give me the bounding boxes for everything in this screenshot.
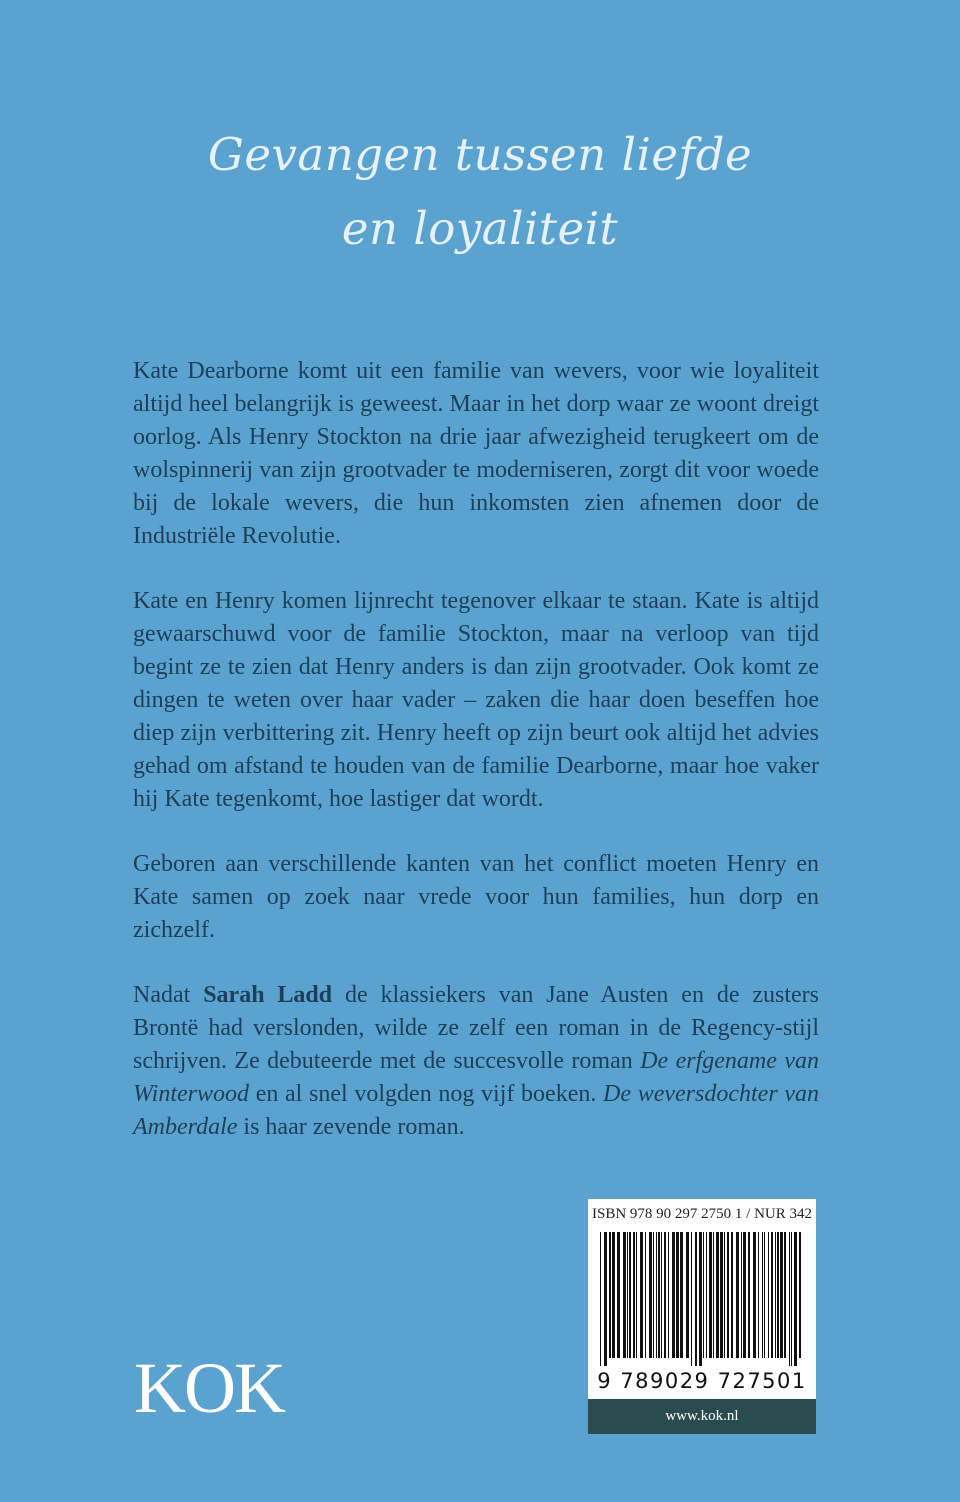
publisher-logo: KOK <box>134 1348 284 1428</box>
book-title-2: De weversdochter van Amberdale <box>133 1081 819 1140</box>
website-url: www.kok.nl <box>665 1408 739 1424</box>
barcode-digits: 9 789029 727501 <box>597 1369 807 1393</box>
bio-part-1: de klassiekers van Jane Austen en de zusters Brontë had verslonden, wilde ze zelf een roman in de Regency-stijl schrijven. Ze debuteerde met de succesvolle roman <box>133 982 819 1074</box>
author-name: Sarah Ladd <box>203 982 333 1008</box>
barcode-panel <box>588 1199 816 1434</box>
barcode-image <box>600 1232 804 1366</box>
website-bar <box>588 1399 816 1434</box>
tagline-line-1: Gevangen tussen liefde <box>207 128 753 181</box>
tagline-line-2: en loyaliteit <box>341 202 619 255</box>
bio-part-3: is haar zevende roman. <box>237 1114 465 1140</box>
isbn-line: ISBN 978 90 297 2750 1 / NUR 342 <box>591 1206 812 1222</box>
bio-prefix: Nadat <box>133 982 204 1008</box>
book-title-1: De erfgename van Winterwood <box>133 1048 819 1107</box>
back-cover-blurb <box>133 355 819 1176</box>
author-bio <box>133 979 819 1144</box>
blurb-paragraph-1: Kate Dearborne komt uit een familie van wevers, voor wie loyaliteit altijd heel belangrijk is geweest. Maar in het dorp waar ze woont dreigt oorlog. Als Henry Stockton na drie jaar afwezigheid terugkeert om de wolspinnerij van zijn grootvader te moderniseren, zorgt dit voor woede bij de lokale wevers, die hun inkomsten zien afnemen door de Industriële Revolutie. <box>133 358 819 549</box>
bio-part-2: en al snel volgden nog vijf boeken. <box>249 1081 604 1107</box>
blurb-paragraph-3: Geboren aan verschillende kanten van het conflict moeten Henry en Kate samen op zoek naar vrede voor hun families, hun dorp en zichzelf. <box>133 851 819 943</box>
blurb-paragraph-2: Kate en Henry komen lijnrecht tegenover elkaar te staan. Kate is altijd gewaarschuwd voor de familie Stockton, maar na verloop van tijd begint ze te zien dat Henry anders is dan zijn grootvader. Ook komt ze dingen te weten over haar vader – zaken die haar doen beseffen hoe diep zijn verbittering zit. Henry heeft op zijn beurt ook altijd het advies gehad om afstand te houden van de familie Dearborne, maar hoe vaker hij Kate tegenkomt, hoe lastiger dat wordt. <box>133 588 819 812</box>
tagline <box>0 118 960 266</box>
